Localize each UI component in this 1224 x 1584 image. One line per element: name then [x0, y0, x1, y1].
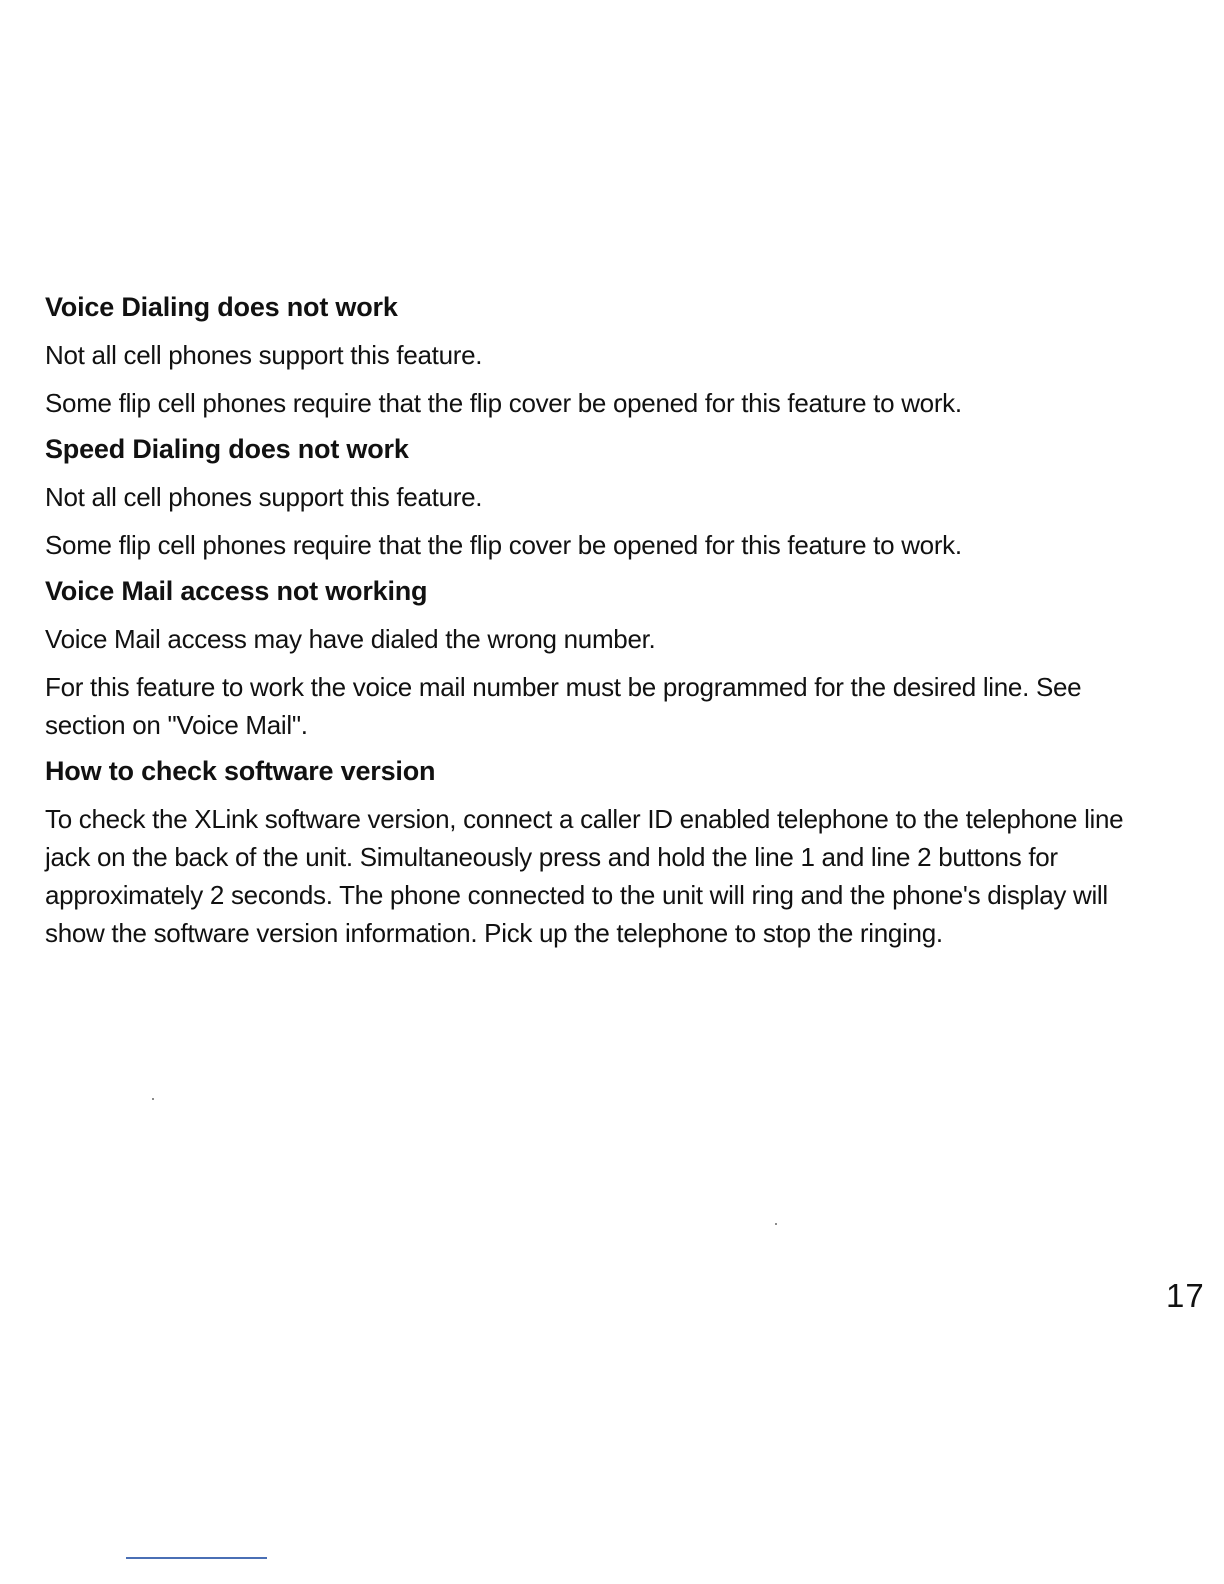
section-heading: Voice Mail access not working — [45, 576, 428, 606]
paragraph: For this feature to work the voice mail number must be programmed for the desired line. See section on "Voice Mail". — [45, 672, 1082, 740]
paragraph: Not all cell phones support this feature. — [45, 482, 483, 512]
section-heading: Voice Dialing does not work — [45, 292, 398, 322]
scan-speck — [775, 1223, 777, 1225]
section-software-version — [45, 754, 1155, 952]
paragraph: Voice Mail access may have dialed the wrong number. — [45, 624, 656, 654]
section-heading: How to check software version — [45, 756, 436, 786]
document-body — [45, 290, 1155, 962]
scan-speck — [152, 1098, 154, 1100]
paragraph: To check the XLink software version, connect a caller ID enabled telephone to the telephone line jack on the back of the unit. Simultaneously press and hold the line 1 and line 2 buttons for approximately 2 seconds. The phone connected to the unit will ring and the phone's display will show the software version information. Pick up the telephone to stop the ringing. — [45, 804, 1124, 948]
section-heading: Speed Dialing does not work — [45, 434, 409, 464]
paragraph: Some flip cell phones require that the flip cover be opened for this feature to work. — [45, 530, 962, 560]
section-voice-mail — [45, 574, 1155, 744]
paragraph: Some flip cell phones require that the flip cover be opened for this feature to work. — [45, 388, 962, 418]
section-voice-dialing — [45, 290, 1155, 422]
page-number: 17 — [1166, 1277, 1205, 1314]
bottom-rule — [126, 1557, 267, 1559]
paragraph: Not all cell phones support this feature. — [45, 340, 483, 370]
section-speed-dialing — [45, 432, 1155, 564]
